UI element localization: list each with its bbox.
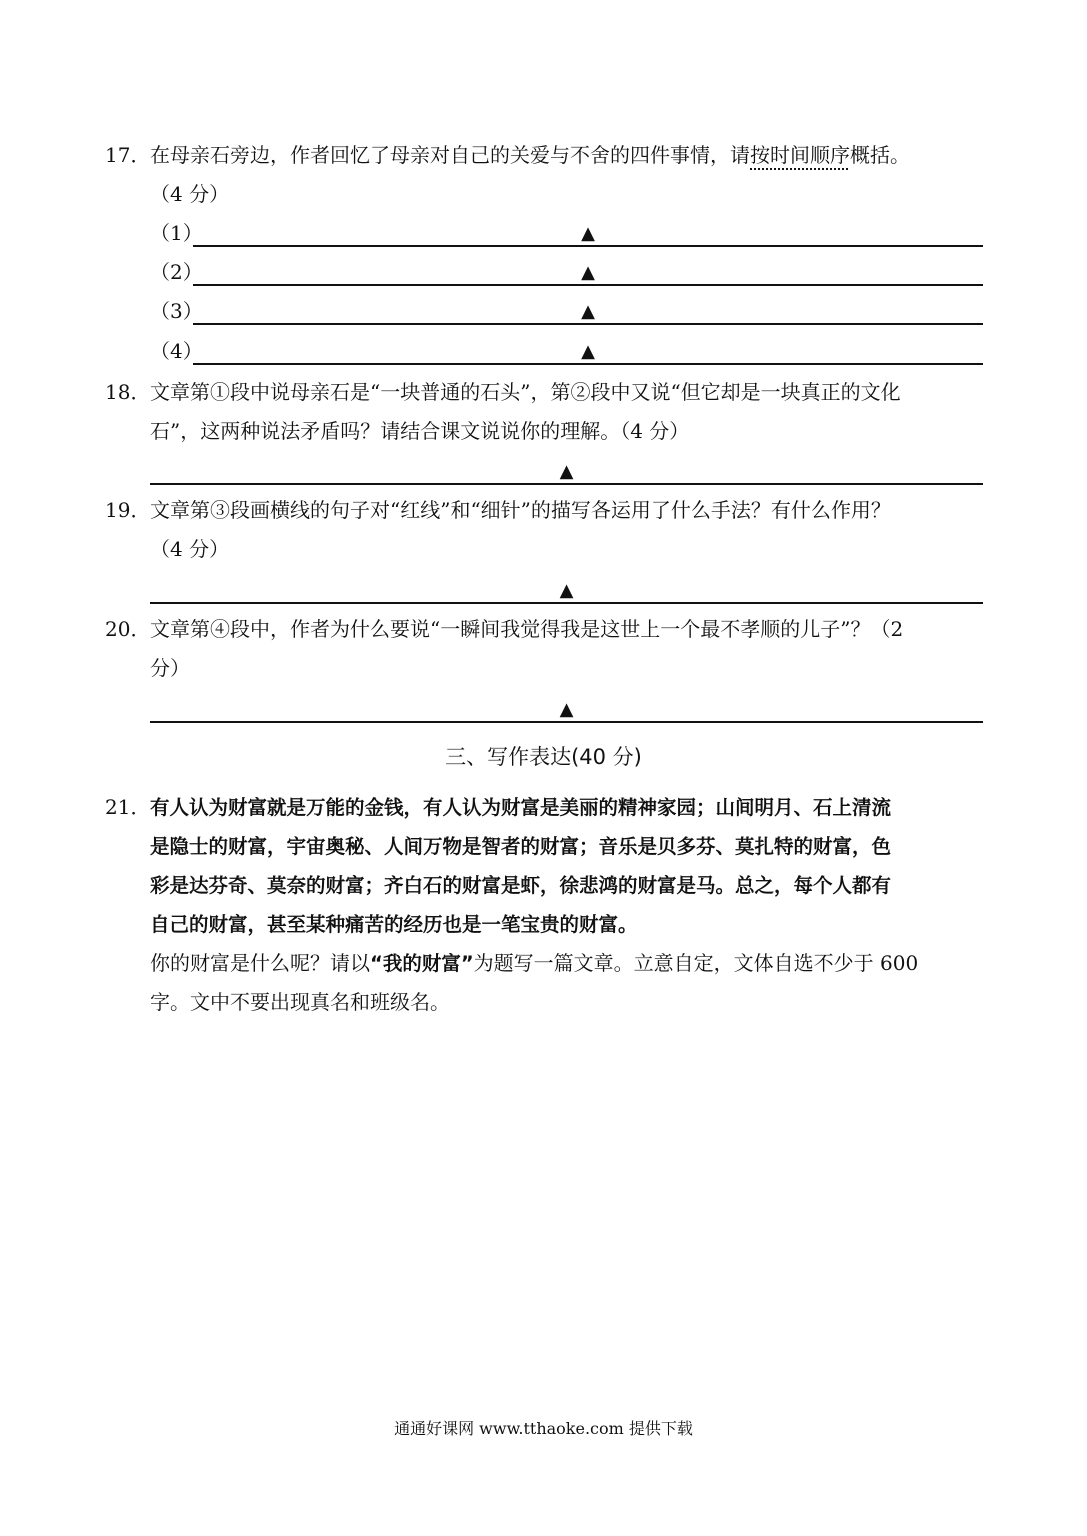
- question-number: 17．: [105, 143, 151, 167]
- answer-line[interactable]: [193, 324, 983, 365]
- question-20: [105, 610, 985, 688]
- writing-prompt-line: 是隐士的财富，宇宙奥秘、人间万物是智者的财富；音乐是贝多芬、莫扎特的财富，色: [150, 835, 892, 858]
- answer-item-label: （1）: [150, 221, 203, 245]
- answer-item-label: （2）: [150, 260, 203, 284]
- answer-line[interactable]: [150, 682, 983, 723]
- triangle-marker-icon: ▲: [559, 699, 574, 720]
- question-text: 文章第④段中，作者为什么要说“一瞬间我觉得我是这世上一个最不孝顺的儿子”？（2: [150, 617, 904, 641]
- section-title: 三、写作表达(40 分): [445, 745, 642, 769]
- question-text: 在母亲石旁边，作者回忆了母亲对自己的关爱与不舍的四件事情，请按时间顺序概括。: [150, 143, 910, 167]
- writing-prompt-line: 有人认为财富就是万能的金钱，有人认为财富是美丽的精神家园；山间明月、石上清流: [150, 796, 892, 819]
- question-score: （4 分）: [150, 537, 230, 561]
- writing-prompt-line: 彩是达芬奇、莫奈的财富；齐白石的财富是虾，徐悲鸿的财富是马。总之，每个人都有: [150, 874, 892, 897]
- answer-line[interactable]: [193, 245, 983, 286]
- question-21: [105, 788, 985, 1022]
- question-number: 20．: [105, 617, 151, 641]
- triangle-marker-icon: ▲: [581, 341, 595, 362]
- writing-task-line: 你的财富是什么呢？请以“我的财富”为题写一篇文章。立意自定，文体自选不少于 600: [150, 951, 919, 975]
- question-score: （4 分）: [150, 182, 230, 206]
- triangle-marker-icon: ▲: [559, 461, 574, 482]
- triangle-marker-icon: ▲: [581, 262, 595, 283]
- question-number: 21．: [105, 795, 151, 819]
- triangle-marker-icon: ▲: [581, 301, 595, 322]
- answer-item-label: （3）: [150, 299, 203, 323]
- triangle-marker-icon: ▲: [559, 580, 574, 601]
- writing-prompt-line: 自己的财富，甚至某种痛苦的经历也是一笔宝贵的财富。: [150, 913, 638, 936]
- answer-line[interactable]: [150, 444, 983, 485]
- essay-title: “我的财富”: [370, 952, 474, 975]
- question-text: 石”，这两种说法矛盾吗？请结合课文说说你的理解。（4 分）: [150, 419, 690, 443]
- triangle-marker-icon: ▲: [581, 223, 595, 244]
- emphasized-text: 按时间顺序: [750, 143, 850, 167]
- question-17: [105, 136, 985, 214]
- writing-task-line: 字。文中不要出现真名和班级名。: [150, 990, 450, 1014]
- answer-line[interactable]: [193, 284, 983, 325]
- question-number: 18．: [105, 380, 151, 404]
- question-19: [105, 491, 985, 569]
- question-number: 19．: [105, 498, 151, 522]
- page-footer: 通通好课网 www.tthaoke.com 提供下载: [394, 1419, 693, 1438]
- question-text: 文章第①段中说母亲石是“一块普通的石头”，第②段中又说“但它却是一块真正的文化: [150, 380, 901, 404]
- question-text: 文章第③段画横线的句子对“红线”和“细针”的描写各运用了什么手法？有什么作用？: [150, 498, 891, 522]
- answer-line[interactable]: [150, 563, 983, 604]
- question-text: 分）: [150, 656, 190, 680]
- answer-line[interactable]: [193, 206, 983, 247]
- question-18: [105, 373, 985, 451]
- answer-item-label: （4）: [150, 339, 203, 363]
